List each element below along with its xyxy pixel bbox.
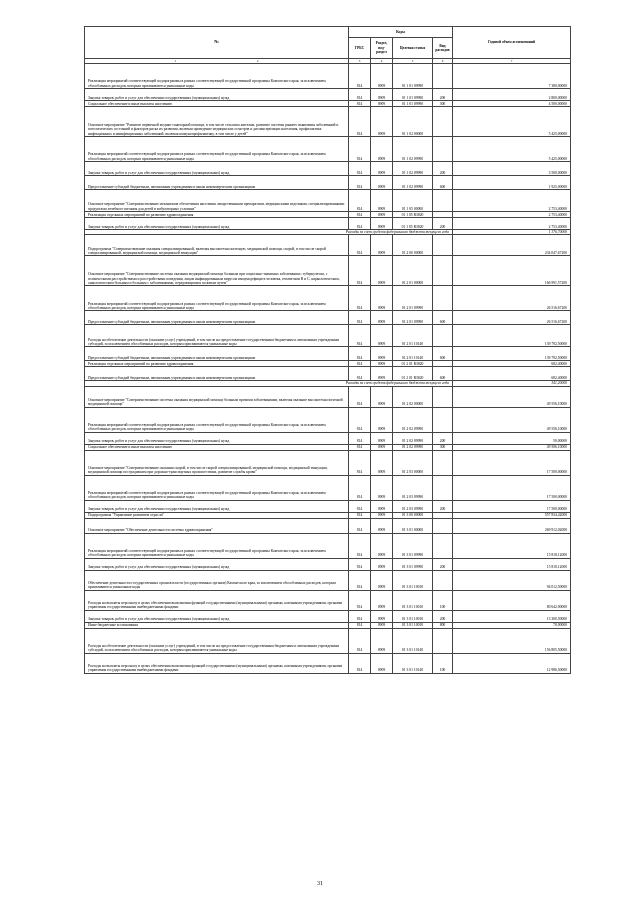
row-section: 0909 [371, 311, 393, 325]
row-target: 01 2 01 09990 [393, 286, 433, 311]
row-grbs: 814 [349, 653, 371, 673]
row-amount: 269 912,02000 [453, 518, 571, 533]
row-amount: 1 376,70000 [453, 230, 571, 235]
table-row [85, 653, 571, 673]
row-amount: 13 300,50000 [453, 610, 571, 622]
row-section: 0909 [371, 235, 393, 256]
row-description: Социальное обеспечение и иные выплаты населению [85, 444, 349, 450]
row-description: Расходы за счет средств федерального бюджета текущего года [85, 230, 453, 235]
table-row [85, 432, 571, 444]
header-target: Целевая статья [393, 38, 433, 59]
row-amount: 17 500,00000 [453, 450, 571, 475]
row-target: 01 1 01 09990 [393, 101, 433, 107]
row-description: Подпрограмма "Совершенствование оказания специализированной, включая высокотехнологичную, медицинской помощи, скорой, в том числе скорой специализированной, медицинской помощи, медицинской эвакуации" [85, 235, 349, 256]
row-type [433, 570, 453, 590]
column-number: 7 [453, 59, 571, 64]
row-grbs: 814 [349, 407, 371, 432]
row-description: Обеспечение деятельности государственных органов власти (государственных органов) Камчатского края, за исключением обособленных расходов, которым присваиваются уникальные коды [85, 570, 349, 590]
row-amount: 50,00000 [453, 432, 571, 444]
row-description: Расходы на выплаты персоналу в целях обеспечения выполнения функций государственными (муниципальными) органами, казенными учреждениями, органами управления государственными внебюджетными фондами [85, 590, 349, 610]
row-amount: 341,20000 [453, 381, 571, 386]
row-type [433, 235, 453, 256]
row-grbs: 814 [349, 628, 371, 653]
table-row [85, 137, 571, 162]
row-amount: 2 753,40000 [453, 218, 571, 230]
row-amount: 139 792,50000 [453, 325, 571, 347]
row-type: 600 [433, 367, 453, 381]
row-grbs: 814 [349, 367, 371, 381]
row-target: 01 3 01 10010 [393, 570, 433, 590]
row-description: Социальное обеспечение и иные выплаты населению [85, 101, 349, 107]
row-amount: 139 792,50000 [453, 347, 571, 361]
row-type [433, 190, 453, 212]
row-type [433, 64, 453, 89]
row-grbs: 814 [349, 475, 371, 500]
row-amount: 5 425,00000 [453, 137, 571, 162]
row-description: Основное мероприятие "Обеспечение деятельности системы здравоохранения" [85, 518, 349, 533]
row-target: 01 3 01 09990 [393, 558, 433, 570]
row-target: 01 2 02 09990 [393, 432, 433, 444]
table-row [85, 89, 571, 101]
row-section: 0909 [371, 590, 393, 610]
row-section: 0909 [371, 361, 393, 367]
row-target: 01 1 01 09990 [393, 64, 433, 89]
row-section: 0909 [371, 367, 393, 381]
table-row [85, 190, 571, 212]
table-row [85, 628, 571, 653]
column-number: 4 [371, 59, 393, 64]
table-body [85, 59, 571, 674]
row-description: Расходы на обеспечение деятельности (оказание услуг) учреждений, в том числе на предоставление государственным бюджетным и автономным учреждениям субсидий, за исключением обособленных расходов, которым присваиваются уникальные коды [85, 628, 349, 653]
row-amount: 49 556,10000 [453, 386, 571, 407]
row-target: 01 2 03 09990 [393, 475, 433, 500]
row-target: 01 3 01 09990 [393, 533, 433, 558]
row-grbs: 814 [349, 212, 371, 218]
row-grbs: 814 [349, 347, 371, 361]
row-grbs: 814 [349, 570, 371, 590]
row-target: 01 3 00 00000 [393, 512, 433, 518]
table-row [85, 347, 571, 361]
row-amount: 70,00000 [453, 622, 571, 628]
row-target: 01 2 01 00000 [393, 256, 433, 286]
table-row [85, 518, 571, 533]
row-grbs: 814 [349, 450, 371, 475]
row-description: Иные бюджетные ассигнования [85, 622, 349, 628]
header-codes: Коды [349, 27, 453, 38]
table-row [85, 533, 571, 558]
row-description: Реализация мероприятий соответствующей подпрограммы в рамках соответствующей государственной программы Камчатского края, за исключением обособленных расходов, которым присваиваются уникальные коды [85, 475, 349, 500]
row-amount: 682,40000 [453, 367, 571, 381]
row-type: 100 [433, 590, 453, 610]
row-section: 0909 [371, 610, 393, 622]
row-grbs: 814 [349, 311, 371, 325]
row-section: 0909 [371, 622, 393, 628]
row-grbs: 814 [349, 386, 371, 407]
row-grbs: 814 [349, 101, 371, 107]
row-target: 01 2 01 10140 [393, 347, 433, 361]
row-description: Основное мероприятие "Развитие первичной медико-санитарной помощи, в том числе сельским жителям, развитие системы раннего выявления заболеваний и патологических состояний и факторов риска их развития, включая проведение медицинских осмотров и диспансеризации населения, профилактика инфекционных и неинфекционных заболеваний, включая иммунопрофилактику, в том числе у детей" [85, 107, 349, 137]
row-amount: 5 425,00000 [453, 107, 571, 137]
row-description: Закупка товаров, работ и услуг для обеспечения государственных (муниципальных) нужд [85, 432, 349, 444]
row-grbs: 814 [349, 286, 371, 311]
row-description: Реализация мероприятий соответствующей подпрограммы в рамках соответствующей государственной программы Камчатского края, за исключением обособленных расходов, которым присваиваются уникальные коды [85, 533, 349, 558]
row-target: 01 1 05 R3820 [393, 212, 433, 218]
table-row [85, 475, 571, 500]
row-amount: 12 986,50000 [453, 653, 571, 673]
row-target: 01 3 01 10010 [393, 590, 433, 610]
column-number: 3 [349, 59, 371, 64]
page-number: 31 [317, 881, 323, 887]
row-grbs: 814 [349, 325, 371, 347]
table-row [85, 570, 571, 590]
row-description: Реализация мероприятий соответствующей подпрограммы в рамках соответствующей государственной программы Камчатского края, за исключением обособленных расходов, которым присваиваются уникальные коды [85, 137, 349, 162]
table-row [85, 311, 571, 325]
row-grbs: 814 [349, 64, 371, 89]
row-target: 01 3 01 10010 [393, 610, 433, 622]
row-section: 0909 [371, 570, 393, 590]
row-description: Расходы на выплаты персоналу в целях обеспечения выполнения функций государственными (муниципальными) органами, казенными учреждениями, органами управления государственными внебюджетными фондами [85, 653, 349, 673]
row-target: 01 1 02 09990 [393, 137, 433, 162]
row-description: Закупка товаров, работ и услуг для обеспечения государственных (муниципальных) нужд [85, 218, 349, 230]
row-section: 0909 [371, 432, 393, 444]
row-grbs: 814 [349, 218, 371, 230]
row-section: 0909 [371, 407, 393, 432]
row-target: 01 2 01 R3820 [393, 361, 433, 367]
row-section: 0909 [371, 558, 393, 570]
row-grbs: 814 [349, 137, 371, 162]
row-description: Закупка товаров, работ и услуг для обеспечения государственных (муниципальных) нужд [85, 558, 349, 570]
row-amount: 156 805,50000 [453, 628, 571, 653]
row-type [433, 137, 453, 162]
row-type: 200 [433, 89, 453, 101]
row-amount: 1 925,00000 [453, 176, 571, 190]
row-target: 01 1 02 09990 [393, 162, 433, 176]
row-target: 01 3 01 00000 [393, 518, 433, 533]
row-type [433, 107, 453, 137]
row-target: 01 2 01 09990 [393, 311, 433, 325]
table-row [85, 107, 571, 137]
row-type [433, 475, 453, 500]
row-section: 0909 [371, 325, 393, 347]
row-description: Реализация отдельных мероприятий по развитию здравоохранения [85, 361, 349, 367]
row-description: Расходы на обеспечение деятельности (оказание услуг) учреждений, в том числе на предоставление государственным бюджетным и автономным учреждениям субсидий, за исключением обособленных расходов, которым присваиваются уникальные коды [85, 325, 349, 347]
row-section: 0909 [371, 653, 393, 673]
row-description: Закупка товаров, работ и услуг для обеспечения государственных (муниципальных) нужд [85, 162, 349, 176]
row-grbs: 814 [349, 162, 371, 176]
row-amount: 49 506,10000 [453, 444, 571, 450]
row-target: 01 3 01 10140 [393, 628, 433, 653]
row-target: 01 2 02 09990 [393, 444, 433, 450]
row-type: 200 [433, 218, 453, 230]
row-type [433, 628, 453, 653]
row-section: 0909 [371, 64, 393, 89]
row-description: Основное мероприятие "Совершенствование оказания скорой, в том числе скорой специализированной, медицинской помощи, медицинской эвакуации, медицинской помощи пострадавшим при дорожно-транспортных происшествиях, развитие службы крови" [85, 450, 349, 475]
row-amount: 4 580,00000 [453, 101, 571, 107]
row-target: 01 3 01 10140 [393, 653, 433, 673]
row-type [433, 407, 453, 432]
row-grbs: 814 [349, 89, 371, 101]
row-grbs: 814 [349, 558, 371, 570]
table-row [85, 386, 571, 407]
row-amount: 17 500,00000 [453, 475, 571, 500]
row-section: 0909 [371, 444, 393, 450]
row-amount: 2 753,40000 [453, 212, 571, 218]
row-target: 01 1 01 09990 [393, 89, 433, 101]
row-target: 01 3 01 10010 [393, 622, 433, 628]
row-amount: 94 012,50000 [453, 570, 571, 590]
table-row [85, 590, 571, 610]
row-description: Закупка товаров, работ и услуг для обеспечения государственных (муниципальных) нужд [85, 500, 349, 512]
row-description: Предоставление субсидий бюджетным, автономным учреждениям и иным некоммерческим организациям [85, 311, 349, 325]
row-target: 01 2 00 00000 [393, 235, 433, 256]
row-type: 600 [433, 311, 453, 325]
row-amount: 15 818,12000 [453, 533, 571, 558]
row-amount: 17 500,00000 [453, 500, 571, 512]
table-row [85, 610, 571, 622]
row-type [433, 518, 453, 533]
table-row [85, 218, 571, 230]
row-description: Основное мероприятие "Совершенствование системы оказания медицинской помощи больным при социально-значимых заболеваниях: туберкулезом, с психическими расстройствами и расстройствами поведения, лицам инфицированным вирусом иммунодефицита человека, гепатитами В и С, наркологическим, онкологическим больным и больным с заболеваниями, передающимися половым путем" [85, 256, 349, 286]
row-target: 01 1 02 09990 [393, 176, 433, 190]
row-description: Реализация мероприятий соответствующей подпрограммы в рамках соответствующей государственной программы Камчатского края, за исключением обособленных расходов, которым присваиваются уникальные коды [85, 407, 349, 432]
row-description: Реализация отдельных мероприятий по развитию здравоохранения [85, 212, 349, 218]
row-type: 100 [433, 653, 453, 673]
row-target: 01 2 03 09990 [393, 500, 433, 512]
row-section: 0909 [371, 107, 393, 137]
row-section: 0909 [371, 628, 393, 653]
row-description: Основное мероприятие "Совершенствование механизмов обеспечения населения лекарственными препаратами, медицинскими изделиями, специализированными продуктами лечебного питания для детей в амбулаторных условиях" [85, 190, 349, 212]
row-description: Подпрограмма "Управление развитием отрасли" [85, 512, 349, 518]
row-grbs: 814 [349, 512, 371, 518]
row-grbs: 814 [349, 533, 371, 558]
row-description: Предоставление субсидий бюджетным, автономным учреждениям и иным некоммерческим организациям [85, 367, 349, 381]
row-type: 300 [433, 444, 453, 450]
table-row [85, 176, 571, 190]
row-type: 200 [433, 558, 453, 570]
row-amount: 682,40000 [453, 361, 571, 367]
row-description: Основное мероприятие "Совершенствование системы оказания медицинской помощи больным прочими заболеваниями, включая оказание высокотехнологичной медицинской помощи" [85, 386, 349, 407]
row-section: 0909 [371, 500, 393, 512]
row-type [433, 286, 453, 311]
table-row [85, 450, 571, 475]
row-amount: 2 800,00000 [453, 89, 571, 101]
row-type [433, 256, 453, 286]
row-grbs: 814 [349, 610, 371, 622]
row-grbs: 814 [349, 361, 371, 367]
table-row [85, 235, 571, 256]
row-description: Расходы за счет средств федерального бюджета текущего года [85, 381, 453, 386]
row-grbs: 814 [349, 190, 371, 212]
row-section: 0909 [371, 475, 393, 500]
header-num: № [85, 27, 349, 59]
header-grbs: ГРБС [349, 38, 371, 59]
row-amount: 26 516,67200 [453, 311, 571, 325]
header-section: Раздел, под- раздел [371, 38, 393, 59]
table-row [85, 64, 571, 89]
row-grbs: 814 [349, 444, 371, 450]
row-target: 01 2 01 10140 [393, 325, 433, 347]
row-description: Реализация мероприятий соответствующей подпрограммы в рамках соответствующей государственной программы Камчатского края, за исключением обособленных расходов, которым присваиваются уникальные коды [85, 64, 349, 89]
row-target: 01 2 02 00000 [393, 386, 433, 407]
row-amount: 26 516,67200 [453, 286, 571, 311]
column-number: 5 [393, 59, 433, 64]
row-grbs: 814 [349, 235, 371, 256]
row-description: Предоставление субсидий бюджетным, автономным учреждениям и иным некоммерческим организациям [85, 347, 349, 361]
header-type: Вид расходов [433, 38, 453, 59]
table-row [85, 325, 571, 347]
row-target: 01 2 03 00000 [393, 450, 433, 475]
row-section: 0909 [371, 386, 393, 407]
row-type [433, 386, 453, 407]
row-type [433, 450, 453, 475]
row-description: Закупка товаров, работ и услуг для обеспечения государственных (муниципальных) нужд [85, 89, 349, 101]
row-grbs: 814 [349, 622, 371, 628]
row-target: 01 1 05 00000 [393, 190, 433, 212]
table-row [85, 162, 571, 176]
row-type: 800 [433, 622, 453, 628]
row-section: 0909 [371, 101, 393, 107]
row-amount: 15 818,12000 [453, 558, 571, 570]
table-row [85, 256, 571, 286]
column-number: 6 [433, 59, 453, 64]
row-grbs: 814 [349, 590, 371, 610]
row-type [433, 533, 453, 558]
row-amount: 49 556,10000 [453, 407, 571, 432]
row-target: 01 2 01 R3820 [393, 367, 433, 381]
row-target: 01 2 02 09990 [393, 407, 433, 432]
row-section: 0909 [371, 176, 393, 190]
column-number: 1 2 [85, 59, 349, 64]
table-row [85, 558, 571, 570]
row-amount: 3 500,00000 [453, 162, 571, 176]
header-volume: Годовой объем ассигнований [453, 27, 571, 59]
row-section: 0909 [371, 286, 393, 311]
row-grbs: 814 [349, 500, 371, 512]
row-section: 0909 [371, 347, 393, 361]
row-section: 0909 [371, 137, 393, 162]
row-amount: 166 991,57200 [453, 256, 571, 286]
budget-table [84, 26, 571, 674]
row-grbs: 814 [349, 518, 371, 533]
row-type: 200 [433, 432, 453, 444]
row-section: 0909 [371, 256, 393, 286]
table-row [85, 500, 571, 512]
row-type: 600 [433, 176, 453, 190]
row-section: 0909 [371, 512, 393, 518]
row-type [433, 325, 453, 347]
row-grbs: 814 [349, 432, 371, 444]
row-type: 600 [433, 347, 453, 361]
row-description: Реализация мероприятий соответствующей подпрограммы в рамках соответствующей государственной программы Камчатского края, за исключением обособленных расходов, которым присваиваются уникальные коды [85, 286, 349, 311]
row-type: 200 [433, 162, 453, 176]
table-row [85, 367, 571, 381]
row-amount: 80 642,00000 [453, 590, 571, 610]
table-row [85, 286, 571, 311]
row-grbs: 814 [349, 176, 371, 190]
row-section: 0909 [371, 218, 393, 230]
row-section: 0909 [371, 212, 393, 218]
table-header [85, 27, 571, 59]
row-section: 0909 [371, 533, 393, 558]
row-section: 0909 [371, 190, 393, 212]
row-target: 01 1 02 00000 [393, 107, 433, 137]
row-amount: 7 380,00000 [453, 64, 571, 89]
row-grbs: 814 [349, 107, 371, 137]
row-target: 01 1 05 R3820 [393, 218, 433, 230]
row-description: Закупка товаров, работ и услуг для обеспечения государственных (муниципальных) нужд [85, 610, 349, 622]
row-grbs: 814 [349, 256, 371, 286]
row-type: 200 [433, 500, 453, 512]
row-type: 200 [433, 610, 453, 622]
row-description: Предоставление субсидий бюджетным, автономным учреждениям и иным некоммерческим организациям [85, 176, 349, 190]
row-amount: 234 047,67200 [453, 235, 571, 256]
budget-page [84, 26, 570, 674]
row-section: 0909 [371, 89, 393, 101]
row-amount: 2 753,40000 [453, 190, 571, 212]
row-section: 0909 [371, 450, 393, 475]
table-row [85, 407, 571, 432]
row-section: 0909 [371, 162, 393, 176]
row-amount: 557 834,42000 [453, 512, 571, 518]
row-type: 300 [433, 101, 453, 107]
row-section: 0909 [371, 518, 393, 533]
